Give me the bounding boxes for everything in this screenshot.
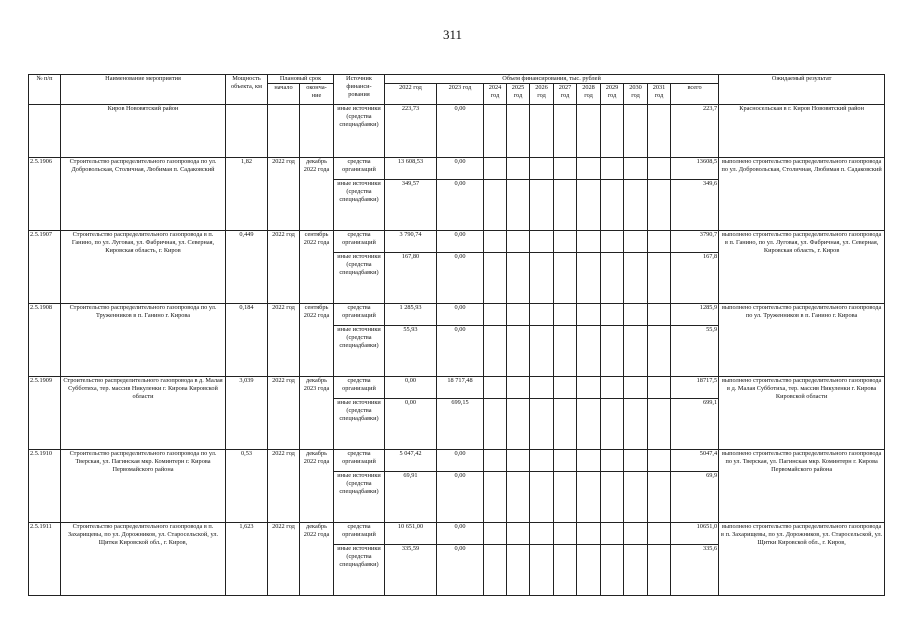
- row-source: иные источники (средства спецнадбавки): [334, 252, 385, 303]
- table-row: [29, 303, 885, 325]
- row-2023: 0,00: [437, 449, 484, 471]
- row-source: иные источники (средства спецнадбавки): [334, 471, 385, 522]
- row-source: иные источники (средства спецнадбавки): [334, 104, 385, 157]
- row-id: 2.5.1908: [29, 303, 61, 376]
- row-2022: 335,59: [385, 544, 437, 595]
- header-year-2031: 2031 год: [648, 83, 671, 104]
- header-schedule: Плановый срок: [268, 75, 334, 84]
- row-2023: 0,00: [437, 230, 484, 252]
- row-total: 1285,9: [671, 303, 719, 325]
- row-total: 349,6: [671, 179, 719, 230]
- row-total: 699,1: [671, 398, 719, 449]
- row-start: 2022 год: [268, 449, 300, 522]
- row-2023: 0,00: [437, 522, 484, 544]
- row-source: средства организаций: [334, 157, 385, 179]
- row-source: средства организаций: [334, 449, 385, 471]
- header-year-2026: 2026 год: [530, 83, 554, 104]
- row-2022: 13 608,53: [385, 157, 437, 179]
- row-2023: 0,00: [437, 104, 484, 157]
- row-id: 2.5.1909: [29, 376, 61, 449]
- row-source: средства организаций: [334, 522, 385, 544]
- row-total: 55,9: [671, 325, 719, 376]
- table-row: [29, 104, 885, 157]
- row-2022: 55,93: [385, 325, 437, 376]
- header-source: Источник финанси- рования: [334, 75, 385, 105]
- row-2023: 0,00: [437, 471, 484, 522]
- row-name: Киров Нововятский район: [61, 104, 226, 157]
- row-2023: 0,00: [437, 544, 484, 595]
- row-start: 2022 год: [268, 230, 300, 303]
- row-2022: 0,00: [385, 398, 437, 449]
- row-end: сентябрь 2022 года: [300, 230, 334, 303]
- row-2023: 0,00: [437, 325, 484, 376]
- row-capacity: 0,53: [226, 449, 268, 522]
- row-2022: 5 047,42: [385, 449, 437, 471]
- row-start: 2022 год: [268, 157, 300, 230]
- row-result: выполнено строительство распределительного газопровода в п. Захарищевы, по ул. Дорожников, ул. Старосельской, ул. Щитки Кировской обл., г. Киров,: [719, 522, 885, 595]
- row-source: иные источники (средства спецнадбавки): [334, 325, 385, 376]
- row-2022: 0,00: [385, 376, 437, 398]
- header-year-2024: 2024 год: [484, 83, 507, 104]
- row-2023: 18 717,48: [437, 376, 484, 398]
- row-2023: 0,00: [437, 303, 484, 325]
- row-end: декабрь 2022 года: [300, 157, 334, 230]
- row-name: Строительство распределительного газопровода в п. Ганино, по ул. Луговая, ул. Фабричная, ул. Северная, Кировская область, г. Киров: [61, 230, 226, 303]
- row-source: средства организаций: [334, 230, 385, 252]
- row-2022: 69,91: [385, 471, 437, 522]
- header-year-2025: 2025 год: [507, 83, 530, 104]
- header-end: оконча- ние: [300, 83, 334, 104]
- row-total: 13608,5: [671, 157, 719, 179]
- header-volume: Объем финансирования, тыс. рублей: [385, 75, 719, 84]
- header-year-2028: 2028 год: [577, 83, 601, 104]
- table-row: [29, 449, 885, 471]
- row-total: 10651,0: [671, 522, 719, 544]
- row-2022: 1 285,93: [385, 303, 437, 325]
- header-start: начало: [268, 83, 300, 104]
- row-end: декабрь 2023 года: [300, 376, 334, 449]
- row-result: выполнено строительство распределительного газопровода по ул. Тверская, ул. Пагинская мкр. Коминтерн г. Кирова Первомайского района: [719, 449, 885, 522]
- page-number: 311: [442, 27, 463, 42]
- header-year-2030: 2030 год: [624, 83, 648, 104]
- header-year-2029: 2029 год: [601, 83, 624, 104]
- header-year-2022: 2022 год: [385, 83, 437, 104]
- row-total: 335,6: [671, 544, 719, 595]
- row-id: 2.5.1911: [29, 522, 61, 595]
- table-row: [29, 376, 885, 398]
- row-result: Красносельская в г. Киров Нововятский район: [719, 104, 885, 157]
- row-total: 69,9: [671, 471, 719, 522]
- row-end: сентябрь 2022 года: [300, 303, 334, 376]
- table-row: [29, 230, 885, 252]
- header-no: № п/п: [29, 75, 61, 105]
- row-result: выполнено строительство распределительного газопровода по ул. Труженников в п. Ганино г. Кирова: [719, 303, 885, 376]
- row-name: Строительство распределительного газопровода в п. Захарищевы, по ул. Дорожников, ул. Старосельской, ул. Щитки Кировской обл., г. Киров,: [61, 522, 226, 595]
- row-source: средства организаций: [334, 303, 385, 325]
- row-2022: 223,73: [385, 104, 437, 157]
- row-source: иные источники (средства спецнадбавки): [334, 544, 385, 595]
- row-capacity: 1,623: [226, 522, 268, 595]
- row-start: 2022 год: [268, 303, 300, 376]
- row-total: 223,7: [671, 104, 719, 157]
- header-result: Ожидаемый результат: [719, 75, 885, 105]
- row-total: 5047,4: [671, 449, 719, 471]
- header-year-2023: 2023 год: [437, 83, 484, 104]
- header-total: всего: [671, 83, 719, 104]
- row-id: 2.5.1906: [29, 157, 61, 230]
- row-id: 2.5.1910: [29, 449, 61, 522]
- row-2022: 10 651,00: [385, 522, 437, 544]
- row-2022: 3 790,74: [385, 230, 437, 252]
- row-2023: 0,00: [437, 179, 484, 230]
- row-result: выполнено строительство распределительного газопровода в д. Малая Субботиха, тер. массив Никуленки г. Кирова Кировской области: [719, 376, 885, 449]
- row-2023: 0,00: [437, 252, 484, 303]
- row-total: 3790,7: [671, 230, 719, 252]
- table-row: [29, 157, 885, 179]
- row-id: 2.5.1907: [29, 230, 61, 303]
- row-name: Строительство распределительного газопровода в д. Малая Субботиха, тер. массив Никуленки г. Кирова Кировской области: [61, 376, 226, 449]
- row-result: выполнено строительство распределительного газопровода в п. Ганино, по ул. Луговая, ул. Фабричная, ул. Северная, Кировская область, г. Киров: [719, 230, 885, 303]
- header-name: Наименование мероприятия: [61, 75, 226, 105]
- row-source: иные источники (средства спецнадбавки): [334, 179, 385, 230]
- row-2022: 167,80: [385, 252, 437, 303]
- row-capacity: 3,039: [226, 376, 268, 449]
- header-capacity: Мощность объекта, км: [226, 75, 268, 105]
- row-total: 167,8: [671, 252, 719, 303]
- row-name: Строительство распределительного газопровода по ул. Тверская, ул. Пагинская мкр. Коминтерн г. Кирова Первомайского района: [61, 449, 226, 522]
- row-capacity: 1,82: [226, 157, 268, 230]
- row-2023: 699,15: [437, 398, 484, 449]
- row-end: декабрь 2022 года: [300, 522, 334, 595]
- row-total: 18717,5: [671, 376, 719, 398]
- row-2022: 349,57: [385, 179, 437, 230]
- table-row: [29, 522, 885, 544]
- row-start: 2022 год: [268, 522, 300, 595]
- row-name: Строительство распределительного газопровода по ул. Труженников в п. Ганино г. Кирова: [61, 303, 226, 376]
- row-source: иные источники (средства спецнадбавки): [334, 398, 385, 449]
- row-2023: 0,00: [437, 157, 484, 179]
- row-source: средства организаций: [334, 376, 385, 398]
- financing-table: [28, 74, 885, 596]
- row-result: выполнено строительство распределительного газопровода по ул. Добровольская, Столичная, Любимая п. Садаковский: [719, 157, 885, 230]
- header-year-2027: 2027 год: [554, 83, 577, 104]
- row-capacity: 0,184: [226, 303, 268, 376]
- row-end: декабрь 2022 года: [300, 449, 334, 522]
- row-start: 2022 год: [268, 376, 300, 449]
- row-name: Строительство распределительного газопровода по ул. Добровольская, Столичная, Любимая п. Садаковский: [61, 157, 226, 230]
- row-capacity: 0,449: [226, 230, 268, 303]
